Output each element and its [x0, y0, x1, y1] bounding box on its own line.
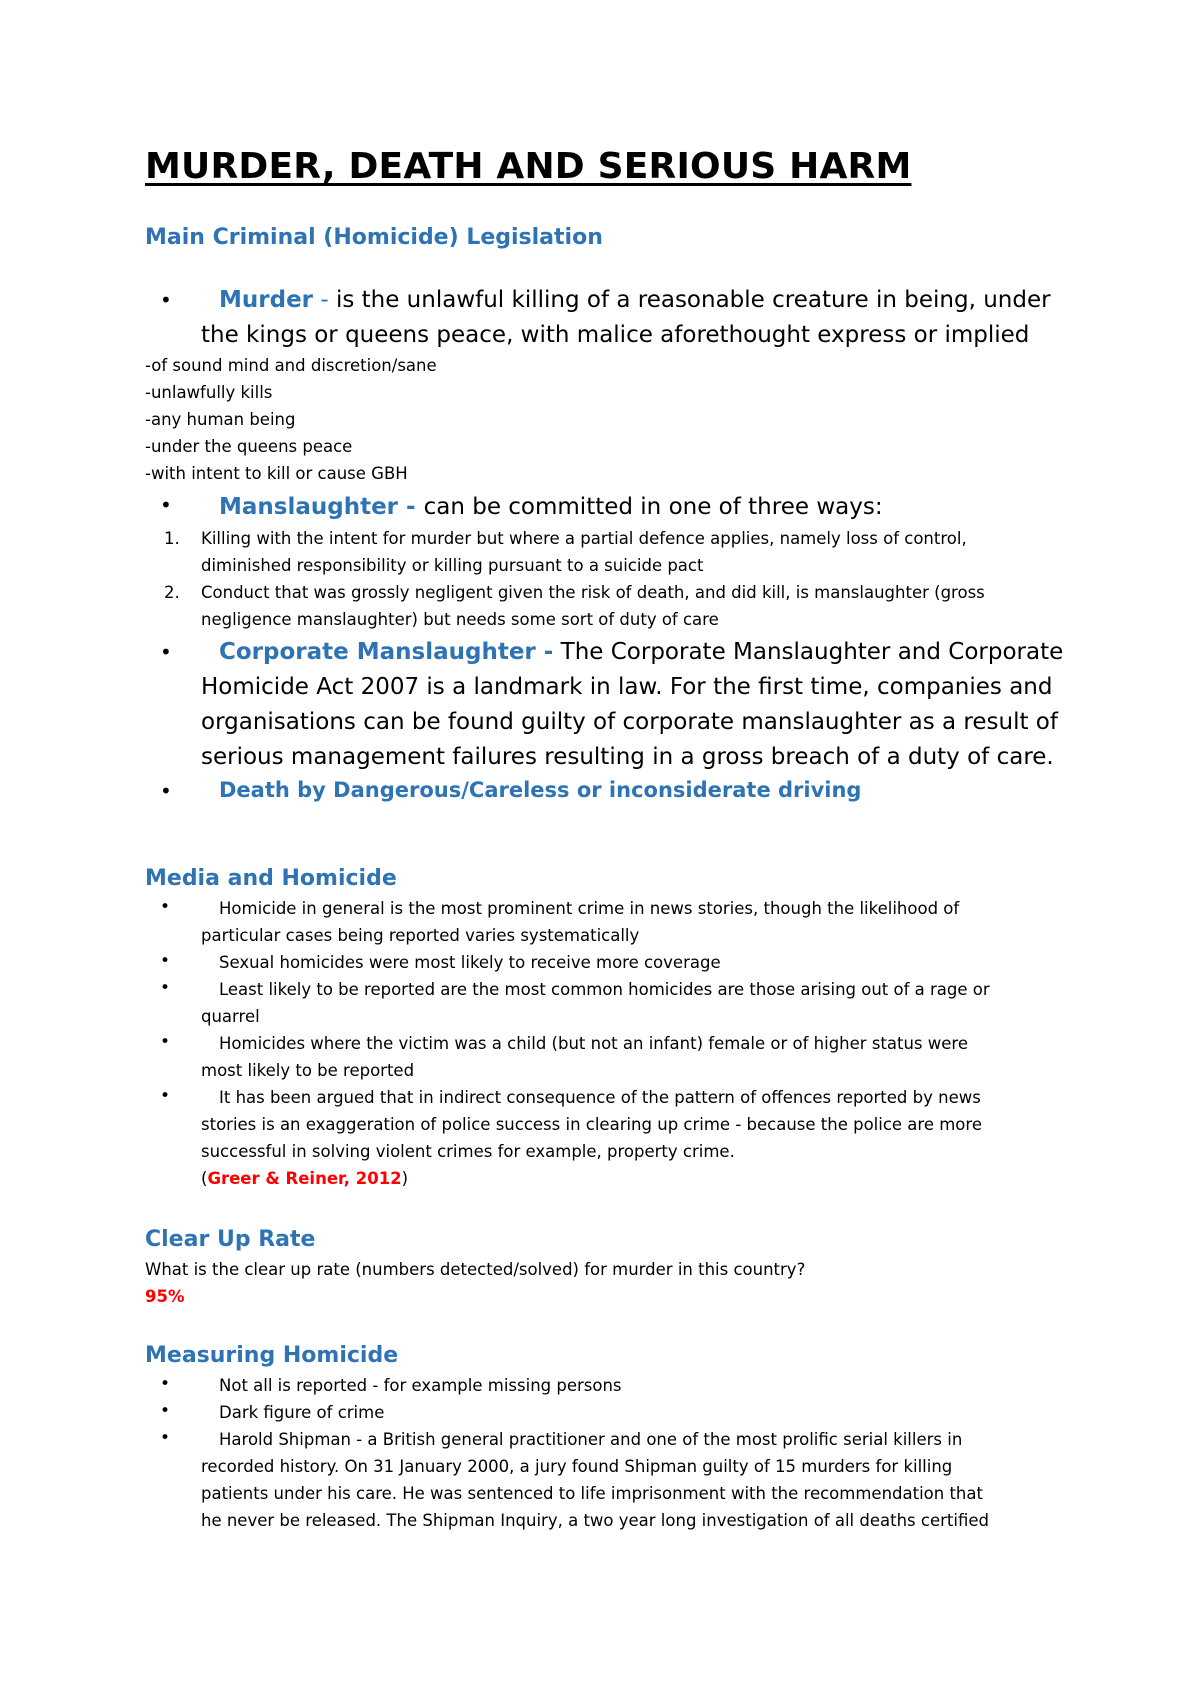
clear-up-question: What is the clear up rate (numbers detected/solved) for murder in this country?: [145, 1260, 806, 1279]
corporate-definition-line3: organisations can be found guilty of corporate manslaughter as a result of: [201, 709, 1058, 735]
bullet-icon: •: [160, 1428, 171, 1448]
bullet-icon: •: [160, 978, 171, 998]
media-point-4-line2: most likely to be reported: [201, 1061, 415, 1080]
measuring-point-2: Dark figure of crime: [219, 1403, 385, 1422]
manslaughter-definition: Manslaughter - can be committed in one of three ways:: [219, 494, 883, 520]
clear-up-answer: 95%: [145, 1287, 185, 1306]
bullet-icon: •: [160, 288, 172, 312]
murder-element: -any human being: [145, 410, 296, 429]
manslaughter-term: Manslaughter: [219, 494, 399, 520]
media-point-5-line1: It has been argued that in indirect consequence of the pattern of offences reported by news: [219, 1088, 981, 1107]
murder-definition-line1: Murder - is the unlawful killing of a reasonable creature in being, under: [219, 287, 1051, 313]
murder-term: Murder: [219, 287, 314, 313]
corporate-term: Corporate Manslaughter -: [219, 639, 554, 665]
bullet-icon: •: [160, 640, 172, 664]
bullet-icon: •: [160, 951, 171, 971]
corporate-definition-line2: Homicide Act 2007 is a landmark in law. For the first time, companies and: [201, 674, 1053, 700]
section-heading-measuring: Measuring Homicide: [145, 1343, 399, 1368]
media-point-2: Sexual homicides were most likely to receive more coverage: [219, 953, 721, 972]
bullet-icon: •: [160, 1086, 171, 1106]
media-point-3-line1: Least likely to be reported are the most common homicides are those arising out of a rage or: [219, 980, 990, 999]
murder-element: -of sound mind and discretion/sane: [145, 356, 437, 375]
bullet-icon: •: [160, 1374, 171, 1394]
driving-item: Death by Dangerous/Careless or inconsiderate driving: [219, 778, 862, 802]
citation-reference: Greer & Reiner, 2012: [207, 1169, 402, 1188]
media-point-5-line3: successful in solving violent crimes for example, property crime.: [201, 1142, 735, 1161]
measuring-point-3-line1: Harold Shipman - a British general practitioner and one of the most prolific serial killers in: [219, 1430, 963, 1449]
manslaughter-way-2-line1: Conduct that was grossly negligent given the risk of death, and did kill, is manslaughter (gross: [201, 583, 985, 602]
murder-definition-line2: the kings or queens peace, with malice aforethought express or implied: [201, 322, 1030, 348]
page-title: MURDER, DEATH AND SERIOUS HARM: [145, 146, 912, 187]
corporate-definition-line1: Corporate Manslaughter - The Corporate Manslaughter and Corporate: [219, 639, 1064, 665]
media-point-1-line2: particular cases being reported varies systematically: [201, 926, 640, 945]
murder-element: -unlawfully kills: [145, 383, 273, 402]
citation: (Greer & Reiner, 2012): [201, 1169, 409, 1188]
measuring-point-3-line4: he never be released. The Shipman Inquiry, a two year long investigation of all deaths certified: [201, 1511, 989, 1530]
bullet-icon: •: [160, 1401, 171, 1421]
section-heading-legislation: Main Criminal (Homicide) Legislation: [145, 225, 603, 250]
manslaughter-way-1-line2: diminished responsibility or killing pursuant to a suicide pact: [201, 556, 704, 575]
media-point-3-line2: quarrel: [201, 1007, 260, 1026]
list-number: 1.: [164, 529, 180, 548]
manslaughter-way-1-line1: Killing with the intent for murder but where a partial defence applies, namely loss of control,: [201, 529, 967, 548]
measuring-point-3-line2: recorded history. On 31 January 2000, a jury found Shipman guilty of 15 murders for killing: [201, 1457, 953, 1476]
murder-element: -with intent to kill or cause GBH: [145, 464, 408, 483]
bullet-icon: •: [160, 897, 171, 917]
corporate-definition-line4: serious management failures resulting in a gross breach of a duty of care.: [201, 744, 1054, 770]
measuring-point-3-line3: patients under his care. He was sentenced to life imprisonment with the recommendation that: [201, 1484, 983, 1503]
bullet-icon: •: [160, 779, 172, 803]
bullet-icon: •: [160, 493, 172, 517]
media-point-5-line2: stories is an exaggeration of police success in clearing up crime - because the police are more: [201, 1115, 982, 1134]
manslaughter-way-2-line2: negligence manslaughter) but needs some sort of duty of care: [201, 610, 719, 629]
measuring-point-1: Not all is reported - for example missing persons: [219, 1376, 622, 1395]
media-point-4-line1: Homicides where the victim was a child (but not an infant) female or of higher status were: [219, 1034, 968, 1053]
murder-element: -under the queens peace: [145, 437, 353, 456]
list-number: 2.: [164, 583, 180, 602]
bullet-icon: •: [160, 1032, 171, 1052]
media-point-1-line1: Homicide in general is the most prominent crime in news stories, though the likelihood of: [219, 899, 960, 918]
section-heading-clear-up: Clear Up Rate: [145, 1227, 316, 1252]
section-heading-media: Media and Homicide: [145, 866, 397, 891]
